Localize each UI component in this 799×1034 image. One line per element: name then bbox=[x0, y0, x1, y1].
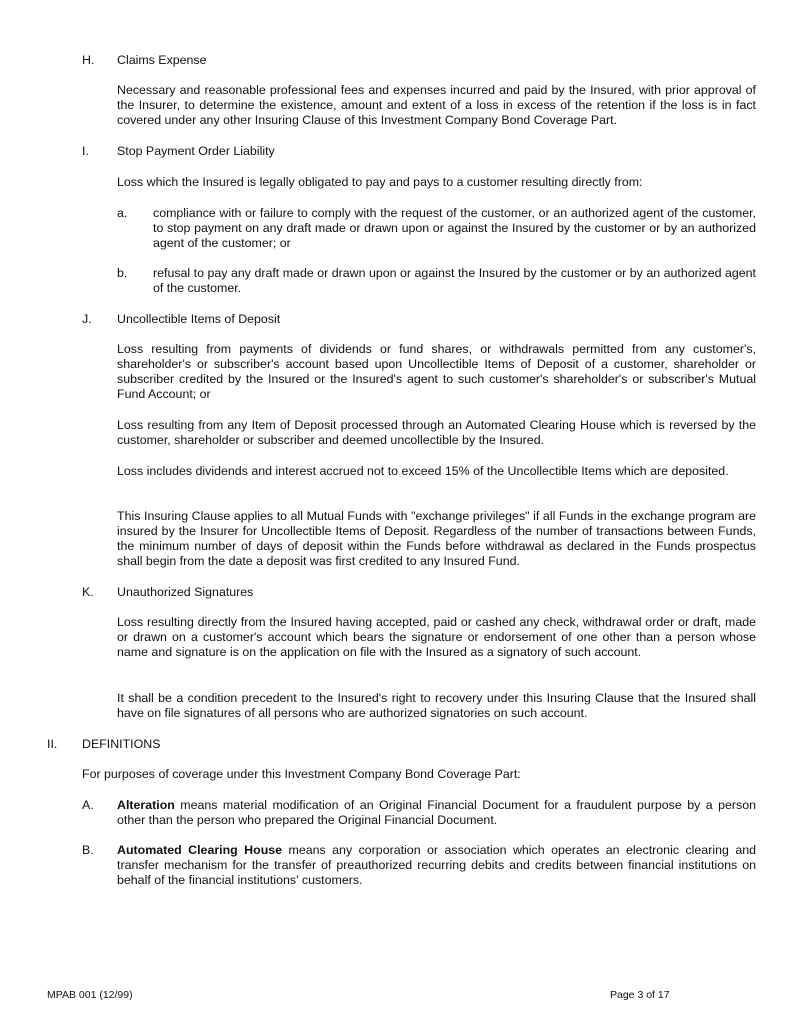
section-k-heading: Unauthorized Signatures bbox=[117, 585, 254, 599]
definition-a-term: Alteration bbox=[117, 798, 175, 812]
section-i-intro: Loss which the Insured is legally obligated to pay and pays to a customer resulting directly from: bbox=[117, 175, 643, 189]
section-i-item-a-letter: a. bbox=[117, 206, 128, 220]
definition-b-text: means any corporation or association which operates an electronic clearing and transfer mechanism for the transfer of preauthorized recurring debits and credits between financial institutions on behalf of the financial institutions' customers. bbox=[117, 843, 756, 887]
section-ii-intro: For purposes of coverage under this Investment Company Bond Coverage Part: bbox=[82, 767, 521, 781]
footer-page-number: Page 3 of 17 bbox=[610, 989, 670, 1001]
definition-b-term: Automated Clearing House bbox=[117, 843, 283, 857]
section-j-heading: Uncollectible Items of Deposit bbox=[117, 312, 281, 326]
section-j-paragraph: Loss resulting from any Item of Deposit processed through an Automated Clearing House which is reversed by the customer, shareholder or subscriber and deemed uncollectible by the Insured. bbox=[117, 418, 756, 447]
footer-form-number: MPAB 001 (12/99) bbox=[47, 989, 133, 1001]
section-k-paragraph: Loss resulting directly from the Insured having accepted, paid or cashed any check, withdrawal order or draft, made or drawn on a customer's account which bears the signature or endorsement of one other than a person whose name and signature is on the application on file with the Insured as a signatory of such account. bbox=[117, 615, 756, 659]
section-j-letter: J. bbox=[82, 312, 92, 326]
section-k-paragraph: It shall be a condition precedent to the Insured's right to recovery under this Insuring Clause that the Insured shall have on file signatures of all persons who are authorized signatories on such account. bbox=[117, 691, 756, 720]
definition-a-text: means material modification of an Original Financial Document for a fraudulent purpose by a person other than the person who prepared the Original Financial Document. bbox=[117, 798, 756, 827]
section-k-letter: K. bbox=[82, 585, 94, 599]
section-j-paragraph: This Insuring Clause applies to all Mutual Funds with "exchange privileges" if all Funds in the exchange program are insured by the Insurer for Uncollectible Items of Deposit. Regardless of the number of transactions between Funds, the minimum number of days of deposit within the Funds before withdrawal as declared in the Funds prospectus shall begin from the date a deposit was first credited to any Insured Fund. bbox=[117, 509, 756, 568]
section-i-item-a-text: compliance with or failure to comply with the request of the customer, or an authorized agent of the customer, to stop payment on any draft made or drawn upon or against the Insured by the customer or by an authorized agent of the customer; or bbox=[153, 206, 756, 250]
section-i-letter: I. bbox=[82, 144, 89, 158]
section-ii-numeral: II. bbox=[47, 737, 58, 751]
section-h-heading: Claims Expense bbox=[117, 53, 207, 67]
definition-a-letter: A. bbox=[82, 798, 94, 812]
section-h-paragraph: Necessary and reasonable professional fees and expenses incurred and paid by the Insured, with prior approval of the Insurer, to determine the existence, amount and extent of a loss in excess of the retention if the loss is in fact covered under any other Insuring Clause of this Investment Company Bond Coverage Part. bbox=[117, 83, 756, 127]
section-i-heading: Stop Payment Order Liability bbox=[117, 144, 275, 158]
definition-b-letter: B. bbox=[82, 843, 94, 857]
section-h-letter: H. bbox=[82, 53, 95, 67]
definition-a bbox=[117, 798, 756, 828]
section-i-item-b-text: refusal to pay any draft made or drawn upon or against the Insured by the customer or by an authorized agent of the customer. bbox=[153, 266, 756, 295]
section-ii-heading: DEFINITIONS bbox=[82, 737, 161, 751]
section-j-paragraph: Loss includes dividends and interest accrued not to exceed 15% of the Uncollectible Items which are deposited. bbox=[117, 464, 729, 478]
section-i-item-b-letter: b. bbox=[117, 266, 128, 280]
section-j-paragraph: Loss resulting from payments of dividends or fund shares, or withdrawals permitted from any customer's, shareholder's or subscriber's account based upon Uncollectible Items of Deposit of a customer, shareholder or subscriber credited by the Insured or the Insured's agent to such customer's shareholder's or subscriber's Mutual Fund Account; or bbox=[117, 342, 756, 401]
definition-b bbox=[117, 843, 756, 888]
